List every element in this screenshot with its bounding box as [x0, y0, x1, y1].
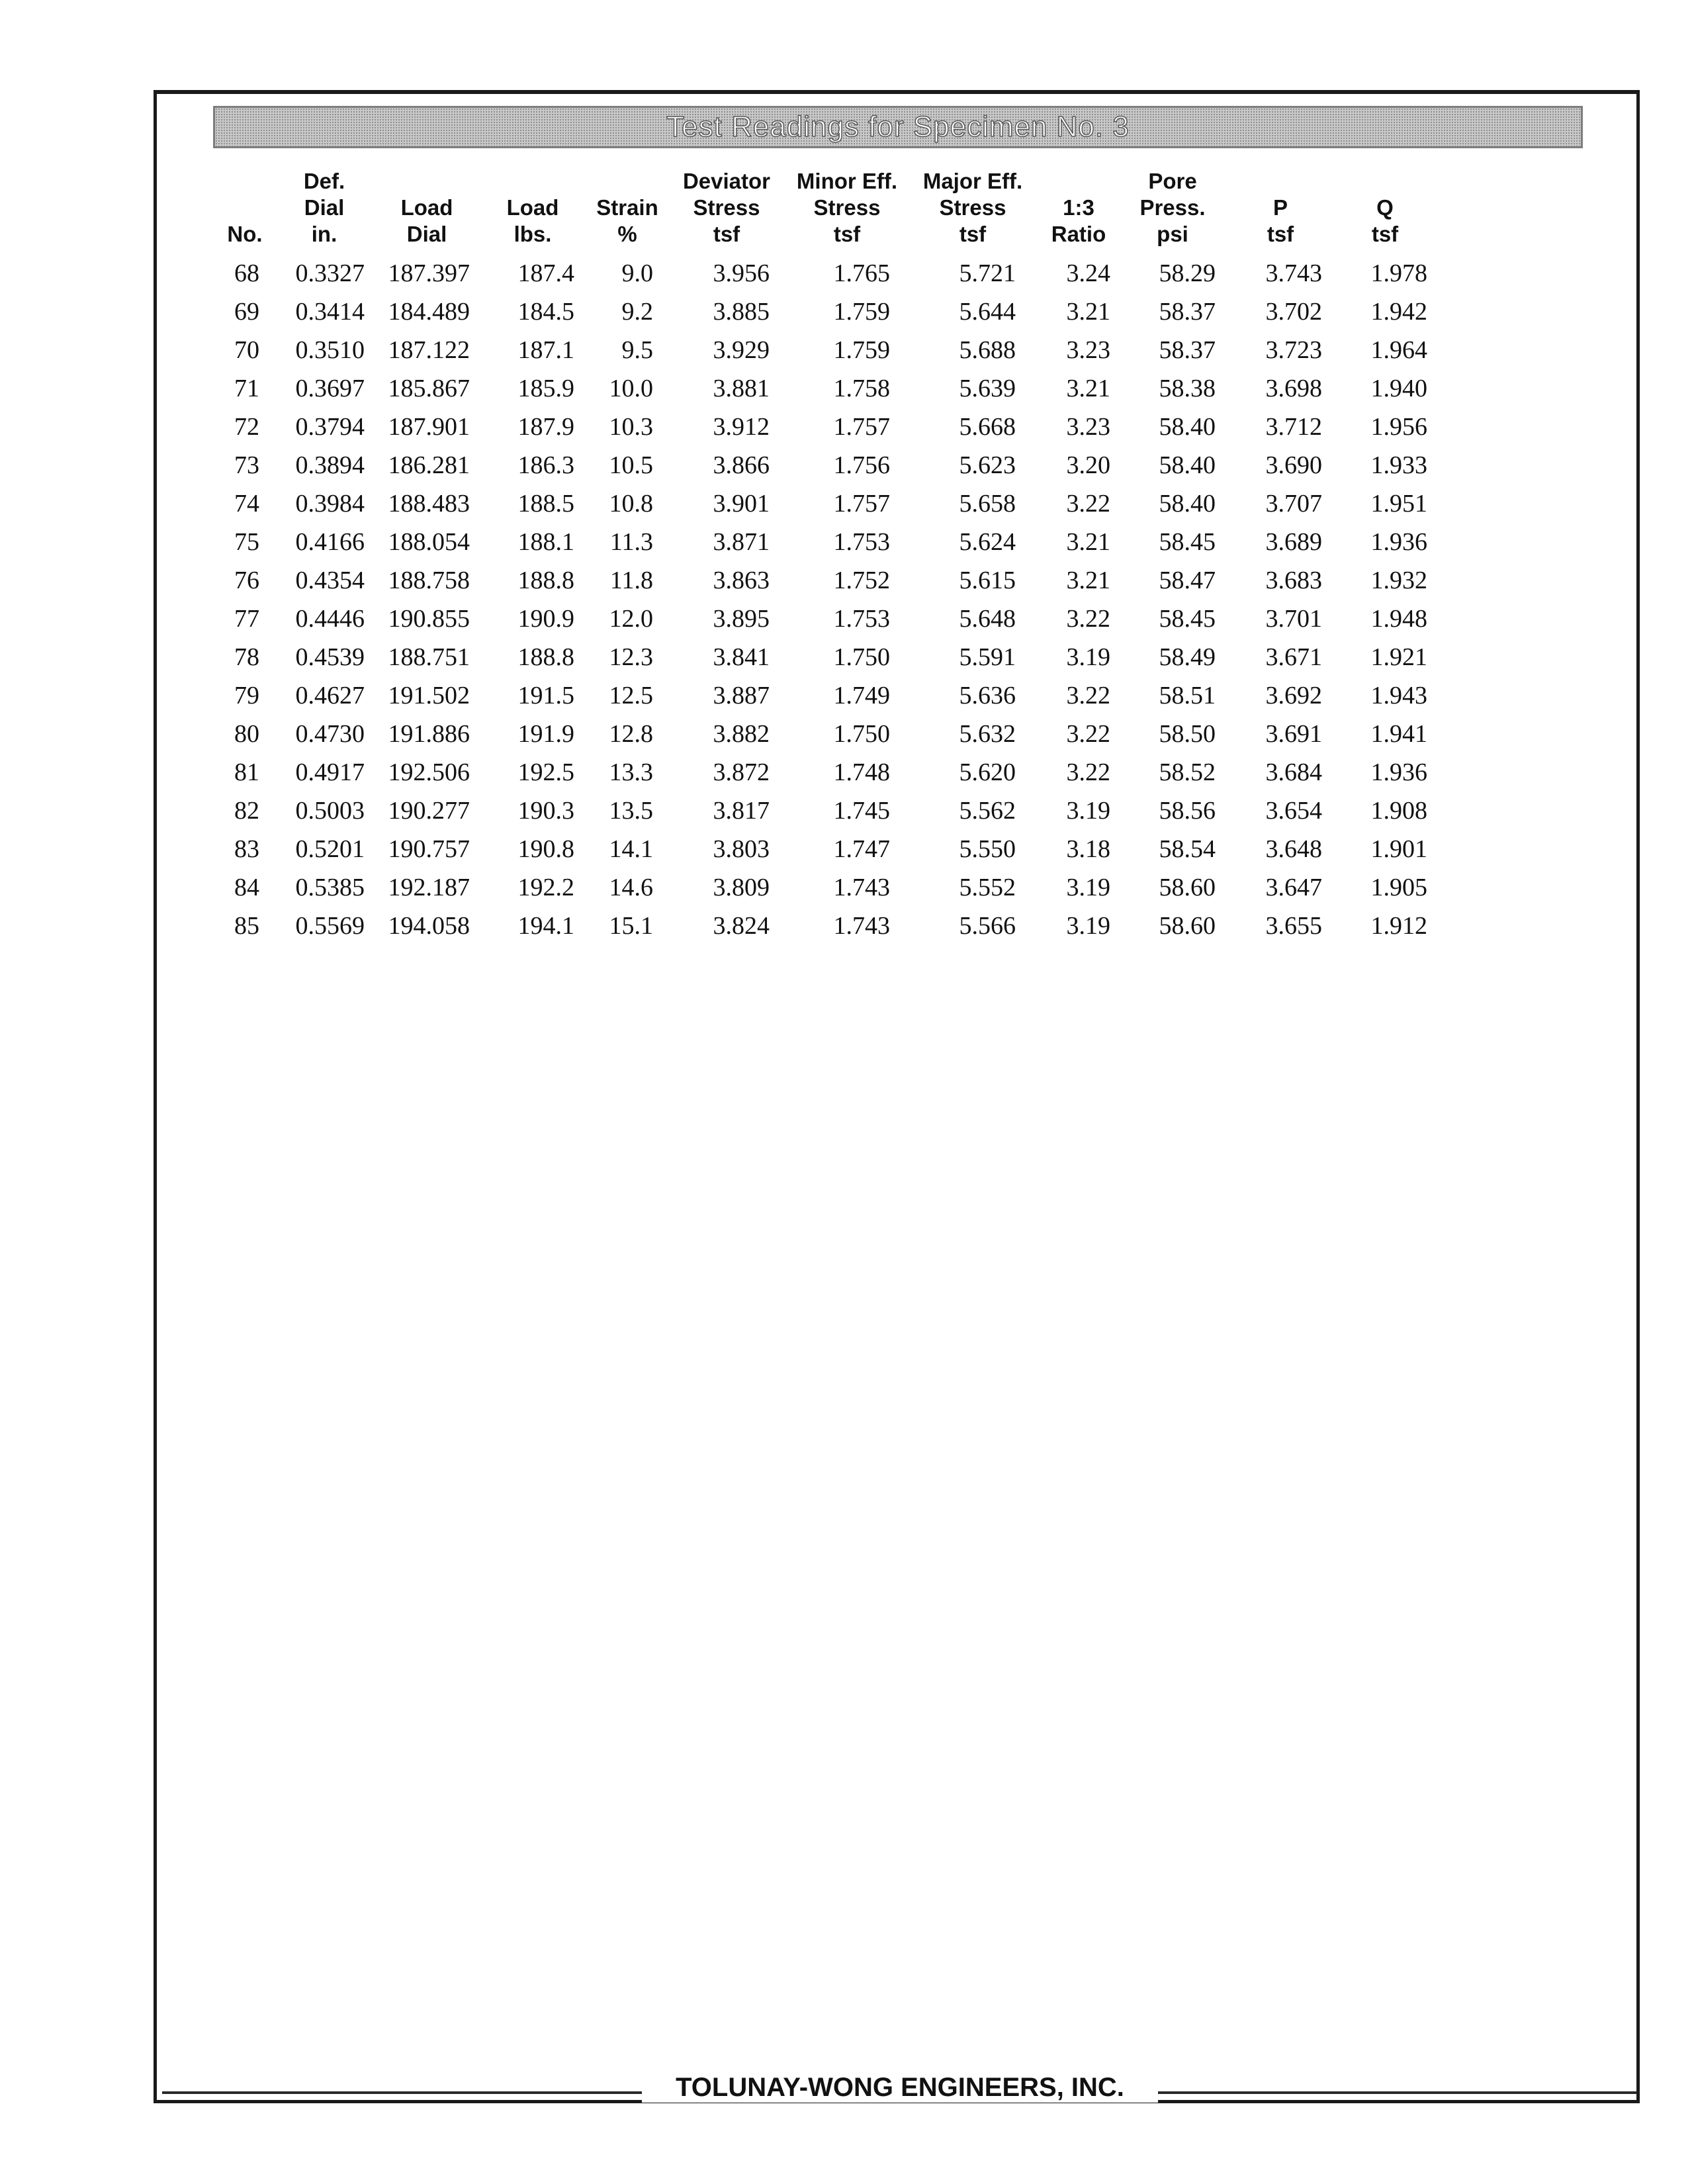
title-banner — [213, 106, 1583, 148]
table-cell: 1.940 — [1370, 375, 1427, 402]
table-cell: 5.623 — [959, 451, 1016, 479]
table-cell: 3.21 — [1066, 528, 1110, 556]
table-cell: 3.690 — [1265, 451, 1322, 479]
table-cell: 3.655 — [1265, 912, 1322, 940]
table-cell: 1.758 — [833, 375, 890, 402]
column-header: 1:3 Ratio — [1051, 195, 1106, 246]
table-cell: 58.60 — [1159, 874, 1216, 901]
table-cell: 191.5 — [517, 682, 574, 709]
table-cell: 188.483 — [388, 490, 470, 518]
table-cell: 192.506 — [388, 758, 470, 786]
table-cell: 1.956 — [1370, 413, 1427, 441]
table-cell: 186.281 — [388, 451, 470, 479]
table-row — [0, 715, 1694, 753]
table-cell: 3.887 — [713, 682, 770, 709]
table-cell: 84 — [234, 874, 259, 901]
table-cell: 0.3414 — [295, 298, 365, 326]
table-cell: 3.881 — [713, 375, 770, 402]
table-cell: 0.4539 — [295, 643, 365, 671]
column-header: Major Eff. Stress tsf — [922, 169, 1023, 246]
table-cell: 3.698 — [1265, 375, 1322, 402]
table-cell: 3.882 — [713, 720, 770, 748]
table-cell: 3.22 — [1066, 605, 1110, 633]
table-cell: 78 — [234, 643, 259, 671]
table-cell: 3.21 — [1066, 567, 1110, 594]
table-cell: 58.37 — [1159, 336, 1216, 364]
table-cell: 3.684 — [1265, 758, 1322, 786]
table-cell: 5.668 — [959, 413, 1016, 441]
table-cell: 188.758 — [388, 567, 470, 594]
table-cell: 10.3 — [609, 413, 653, 441]
table-cell: 82 — [234, 797, 259, 825]
table-cell: 58.52 — [1159, 758, 1216, 786]
table-cell: 5.620 — [959, 758, 1016, 786]
table-cell: 13.3 — [609, 758, 653, 786]
table-cell: 5.566 — [959, 912, 1016, 940]
table-cell: 10.0 — [609, 375, 653, 402]
table-cell: 192.187 — [388, 874, 470, 901]
table-cell: 0.5201 — [295, 835, 365, 863]
table-cell: 0.4917 — [295, 758, 365, 786]
table-cell: 9.5 — [621, 336, 653, 364]
column-header: Deviator Stress tsf — [682, 169, 771, 246]
table-cell: 1.964 — [1370, 336, 1427, 364]
table-cell: 5.658 — [959, 490, 1016, 518]
table-cell: 58.45 — [1159, 605, 1216, 633]
table-cell: 58.40 — [1159, 490, 1216, 518]
table-cell: 58.51 — [1159, 682, 1216, 709]
table-cell: 190.3 — [517, 797, 574, 825]
table-cell: 194.1 — [517, 912, 574, 940]
table-cell: 0.3327 — [295, 259, 365, 287]
table-row — [0, 331, 1694, 369]
table-cell: 3.23 — [1066, 336, 1110, 364]
table-cell: 12.5 — [609, 682, 653, 709]
table-cell: 5.721 — [959, 259, 1016, 287]
table-cell: 1.759 — [833, 336, 890, 364]
table-cell: 10.8 — [609, 490, 653, 518]
table-cell: 58.54 — [1159, 835, 1216, 863]
column-header: Def. Dial in. — [303, 169, 345, 246]
table-cell: 58.37 — [1159, 298, 1216, 326]
table-cell: 190.8 — [517, 835, 574, 863]
table-cell: 188.8 — [517, 643, 574, 671]
table-cell: 9.2 — [621, 298, 653, 326]
table-cell: 3.22 — [1066, 490, 1110, 518]
table-cell: 3.19 — [1066, 797, 1110, 825]
table-cell: 188.5 — [517, 490, 574, 518]
table-cell: 3.21 — [1066, 298, 1110, 326]
table-cell: 58.40 — [1159, 413, 1216, 441]
table-cell: 1.759 — [833, 298, 890, 326]
table-cell: 187.122 — [388, 336, 470, 364]
table-cell: 3.20 — [1066, 451, 1110, 479]
table-cell: 70 — [234, 336, 259, 364]
table-row — [0, 907, 1694, 945]
table-cell: 3.956 — [713, 259, 770, 287]
table-cell: 5.591 — [959, 643, 1016, 671]
table-cell: 58.49 — [1159, 643, 1216, 671]
table-cell: 3.691 — [1265, 720, 1322, 748]
table-cell: 3.683 — [1265, 567, 1322, 594]
column-header: Load Dial — [400, 195, 453, 246]
table-cell: 1.757 — [833, 413, 890, 441]
table-cell: 3.895 — [713, 605, 770, 633]
table-cell: 1.765 — [833, 259, 890, 287]
table-row — [0, 484, 1694, 523]
table-cell: 1.752 — [833, 567, 890, 594]
page-title: Test Readings for Specimen No. 3 — [666, 111, 1130, 143]
table-cell: 58.29 — [1159, 259, 1216, 287]
table-cell: 3.841 — [713, 643, 770, 671]
table-cell: 3.707 — [1265, 490, 1322, 518]
table-row — [0, 446, 1694, 484]
table-cell: 74 — [234, 490, 259, 518]
table-cell: 3.701 — [1265, 605, 1322, 633]
table-cell: 58.45 — [1159, 528, 1216, 556]
table-cell: 190.757 — [388, 835, 470, 863]
table-cell: 5.562 — [959, 797, 1016, 825]
table-row — [0, 293, 1694, 331]
table-cell: 85 — [234, 912, 259, 940]
table-cell: 75 — [234, 528, 259, 556]
table-row — [0, 408, 1694, 446]
table-cell: 5.636 — [959, 682, 1016, 709]
table-row — [0, 868, 1694, 907]
table-cell: 1.747 — [833, 835, 890, 863]
table-cell: 3.22 — [1066, 720, 1110, 748]
table-cell: 1.756 — [833, 451, 890, 479]
table-cell: 0.4166 — [295, 528, 365, 556]
table-row — [0, 523, 1694, 561]
table-cell: 186.3 — [517, 451, 574, 479]
table-cell: 11.3 — [609, 528, 653, 556]
table-cell: 1.749 — [833, 682, 890, 709]
table-cell: 1.748 — [833, 758, 890, 786]
table-cell: 188.751 — [388, 643, 470, 671]
table-cell: 58.40 — [1159, 451, 1216, 479]
table-cell: 3.18 — [1066, 835, 1110, 863]
table-cell: 14.1 — [609, 835, 653, 863]
footer-rule-right — [1158, 2091, 1637, 2094]
table-row — [0, 753, 1694, 792]
column-header: Pore Press. psi — [1139, 169, 1206, 246]
table-cell: 58.60 — [1159, 912, 1216, 940]
table-cell: 3.871 — [713, 528, 770, 556]
table-row — [0, 830, 1694, 868]
table-row — [0, 561, 1694, 600]
table-cell: 15.1 — [609, 912, 653, 940]
table-cell: 5.632 — [959, 720, 1016, 748]
table-row — [0, 676, 1694, 715]
table-cell: 3.22 — [1066, 682, 1110, 709]
table-cell: 3.19 — [1066, 643, 1110, 671]
table-cell: 58.50 — [1159, 720, 1216, 748]
table-cell: 73 — [234, 451, 259, 479]
table-cell: 5.615 — [959, 567, 1016, 594]
table-cell: 187.4 — [517, 259, 574, 287]
table-cell: 3.22 — [1066, 758, 1110, 786]
table-cell: 188.1 — [517, 528, 574, 556]
table-cell: 190.855 — [388, 605, 470, 633]
table-cell: 187.901 — [388, 413, 470, 441]
table-cell: 0.3510 — [295, 336, 365, 364]
table-cell: 1.908 — [1370, 797, 1427, 825]
table-cell: 192.2 — [517, 874, 574, 901]
table-cell: 58.38 — [1159, 375, 1216, 402]
table-cell: 3.712 — [1265, 413, 1322, 441]
table-cell: 69 — [234, 298, 259, 326]
table-cell: 3.689 — [1265, 528, 1322, 556]
table-cell: 5.644 — [959, 298, 1016, 326]
table-cell: 0.4730 — [295, 720, 365, 748]
column-header: P tsf — [1267, 195, 1294, 246]
table-cell: 188.8 — [517, 567, 574, 594]
table-cell: 76 — [234, 567, 259, 594]
table-cell: 187.397 — [388, 259, 470, 287]
table-cell: 3.912 — [713, 413, 770, 441]
table-cell: 12.8 — [609, 720, 653, 748]
table-cell: 191.502 — [388, 682, 470, 709]
table-cell: 81 — [234, 758, 259, 786]
table-cell: 9.0 — [621, 259, 653, 287]
table-cell: 5.624 — [959, 528, 1016, 556]
table-cell: 79 — [234, 682, 259, 709]
table-cell: 184.489 — [388, 298, 470, 326]
table-cell: 190.9 — [517, 605, 574, 633]
table-cell: 3.671 — [1265, 643, 1322, 671]
table-cell: 58.56 — [1159, 797, 1216, 825]
table-cell: 5.639 — [959, 375, 1016, 402]
table-cell: 14.6 — [609, 874, 653, 901]
table-row — [0, 638, 1694, 676]
table-cell: 0.3894 — [295, 451, 365, 479]
table-cell: 190.277 — [388, 797, 470, 825]
table-cell: 185.867 — [388, 375, 470, 402]
table-cell: 0.3794 — [295, 413, 365, 441]
table-cell: 3.21 — [1066, 375, 1110, 402]
table-cell: 1.951 — [1370, 490, 1427, 518]
table-cell: 77 — [234, 605, 259, 633]
table-cell: 3.817 — [713, 797, 770, 825]
table-cell: 1.750 — [833, 720, 890, 748]
table-cell: 1.743 — [833, 874, 890, 901]
table-cell: 3.19 — [1066, 874, 1110, 901]
table-cell: 187.1 — [517, 336, 574, 364]
table-cell: 0.4627 — [295, 682, 365, 709]
column-header: Q tsf — [1371, 195, 1399, 246]
table-cell: 5.550 — [959, 835, 1016, 863]
table-cell: 3.872 — [713, 758, 770, 786]
table-cell: 1.753 — [833, 528, 890, 556]
table-cell: 1.936 — [1370, 528, 1427, 556]
table-cell: 1.936 — [1370, 758, 1427, 786]
table-cell: 188.054 — [388, 528, 470, 556]
table-cell: 187.9 — [517, 413, 574, 441]
table-cell: 1.941 — [1370, 720, 1427, 748]
table-cell: 1.978 — [1370, 259, 1427, 287]
table-cell: 58.47 — [1159, 567, 1216, 594]
table-cell: 68 — [234, 259, 259, 287]
table-cell: 184.5 — [517, 298, 574, 326]
table-cell: 3.23 — [1066, 413, 1110, 441]
column-header: Load lbs. — [506, 195, 559, 246]
table-cell: 1.912 — [1370, 912, 1427, 940]
footer-rule-left — [162, 2091, 642, 2094]
table-cell: 13.5 — [609, 797, 653, 825]
table-row — [0, 254, 1694, 293]
column-header: No. — [227, 222, 263, 246]
table-row — [0, 792, 1694, 830]
table-cell: 191.9 — [517, 720, 574, 748]
table-cell: 185.9 — [517, 375, 574, 402]
table-cell: 1.745 — [833, 797, 890, 825]
table-cell: 3.901 — [713, 490, 770, 518]
table-cell: 5.648 — [959, 605, 1016, 633]
table-cell: 0.5569 — [295, 912, 365, 940]
table-cell: 71 — [234, 375, 259, 402]
table-cell: 12.3 — [609, 643, 653, 671]
table-cell: 3.809 — [713, 874, 770, 901]
table-cell: 5.552 — [959, 874, 1016, 901]
table-cell: 3.929 — [713, 336, 770, 364]
table-cell: 1.948 — [1370, 605, 1427, 633]
table-cell: 1.942 — [1370, 298, 1427, 326]
table-cell: 5.688 — [959, 336, 1016, 364]
table-cell: 0.4354 — [295, 567, 365, 594]
company-footer: TOLUNAY-WONG ENGINEERS, INC. — [642, 2073, 1158, 2103]
table-cell: 3.19 — [1066, 912, 1110, 940]
table-cell: 80 — [234, 720, 259, 748]
table-cell: 1.757 — [833, 490, 890, 518]
table-cell: 1.750 — [833, 643, 890, 671]
table-cell: 72 — [234, 413, 259, 441]
table-cell: 12.0 — [609, 605, 653, 633]
table-row — [0, 369, 1694, 408]
table-cell: 10.5 — [609, 451, 653, 479]
table-cell: 1.943 — [1370, 682, 1427, 709]
table-cell: 83 — [234, 835, 259, 863]
table-cell: 3.803 — [713, 835, 770, 863]
table-cell: 192.5 — [517, 758, 574, 786]
table-cell: 3.863 — [713, 567, 770, 594]
table-cell: 3.24 — [1066, 259, 1110, 287]
table-cell: 1.901 — [1370, 835, 1427, 863]
table-cell: 3.702 — [1265, 298, 1322, 326]
table-cell: 194.058 — [388, 912, 470, 940]
table-cell: 3.654 — [1265, 797, 1322, 825]
table-cell: 11.8 — [609, 567, 653, 594]
table-cell: 0.5385 — [295, 874, 365, 901]
table-cell: 1.753 — [833, 605, 890, 633]
table-cell: 3.885 — [713, 298, 770, 326]
table-cell: 1.932 — [1370, 567, 1427, 594]
table-cell: 1.743 — [833, 912, 890, 940]
column-header: Minor Eff. Stress tsf — [796, 169, 898, 246]
table-cell: 3.648 — [1265, 835, 1322, 863]
table-row — [0, 600, 1694, 638]
table-cell: 1.905 — [1370, 874, 1427, 901]
table-cell: 3.866 — [713, 451, 770, 479]
table-cell: 3.743 — [1265, 259, 1322, 287]
table-cell: 191.886 — [388, 720, 470, 748]
table-cell: 1.921 — [1370, 643, 1427, 671]
table-cell: 3.723 — [1265, 336, 1322, 364]
table-cell: 0.5003 — [295, 797, 365, 825]
table-cell: 0.3697 — [295, 375, 365, 402]
table-cell: 3.824 — [713, 912, 770, 940]
table-cell: 0.4446 — [295, 605, 365, 633]
table-cell: 0.3984 — [295, 490, 365, 518]
table-cell: 3.647 — [1265, 874, 1322, 901]
column-header: Strain % — [596, 195, 658, 246]
table-cell: 1.933 — [1370, 451, 1427, 479]
table-cell: 3.692 — [1265, 682, 1322, 709]
